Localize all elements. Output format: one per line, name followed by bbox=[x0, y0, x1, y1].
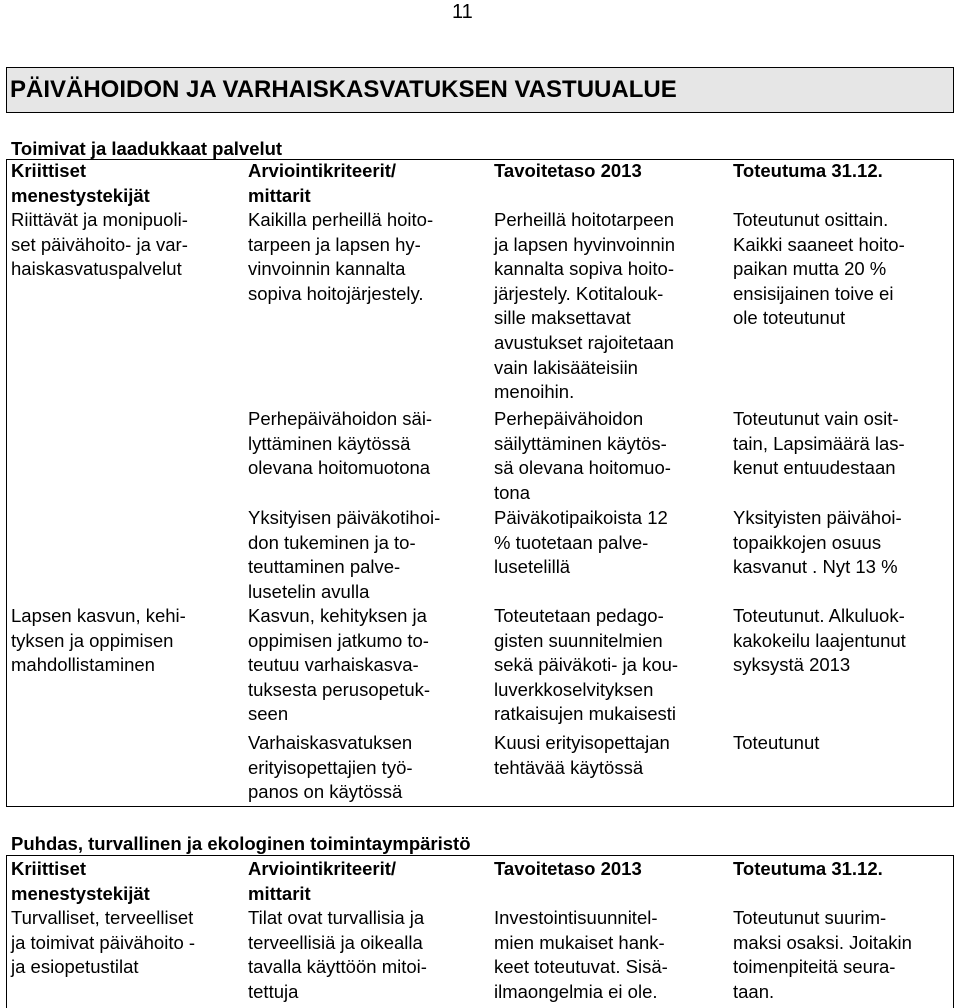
table1-row5-target: Kuusi erityisopettajan tehtävää käytössä bbox=[494, 732, 670, 778]
table2-header-target: Tavoitetaso 2013 bbox=[494, 858, 642, 879]
table1-right-border bbox=[953, 159, 954, 807]
table1-row1-criteria: Kaikilla perheillä hoito- tarpeen ja lapsen hy- vinvoinnin kannalta sopiva hoitojärjestely. bbox=[248, 209, 434, 304]
table2-right-border bbox=[953, 855, 954, 1008]
table1-row3-outcome: Yksityisten päivähoi- topaikkojen osuus kasvanut . Nyt 13 % bbox=[733, 507, 902, 578]
table1-row5-outcome: Toteutunut bbox=[733, 732, 820, 753]
table2-row1-target: Investointisuunnitel- mien mukaiset hank- keet toteutuvat. Sisä- ilmaongelmia ei ole. bbox=[494, 907, 668, 1002]
table1-header-target: Tavoitetaso 2013 bbox=[494, 160, 642, 181]
table2-row1-factor: Turvalliset, terveelliset ja toimivat päivähoito - ja esiopetustilat bbox=[11, 907, 196, 978]
table1-row4-outcome: Toteutunut. Alkuluok- kakokeilu laajentunut syksystä 2013 bbox=[733, 605, 906, 676]
table1-header-factors: Kriittiset menestystekijät bbox=[11, 160, 150, 206]
section-title: PÄIVÄHOIDON JA VARHAISKASVATUKSEN VASTUUALUE bbox=[10, 76, 677, 103]
table2-title: Puhdas, turvallinen ja ekologinen toimintaympäristö bbox=[11, 833, 471, 854]
table2-left-border bbox=[6, 855, 7, 1008]
table1-row3-criteria: Yksityisen päiväkotihoi- don tukeminen ja to- teuttaminen palve- lusetelin avulla bbox=[248, 507, 441, 602]
table2-header-outcome: Toteutuma 31.12. bbox=[733, 858, 883, 879]
table1-row1-outcome: Toteutunut osittain. Kaikki saaneet hoito- paikan mutta 20 % ensisijainen toive ei ole toteutunut bbox=[733, 209, 905, 329]
table1-header-criteria: Arviointikriteerit/ mittarit bbox=[248, 160, 397, 206]
table1-left-border bbox=[6, 159, 7, 807]
table1-factor-learning: Lapsen kasvun, kehi- tyksen ja oppimisen mahdollistaminen bbox=[11, 605, 186, 676]
table1-row1-target: Perheillä hoitotarpeen ja lapsen hyvinvoinnin kannalta sopiva hoito- järjestely. Kotitalouk- sille maksettavat avustukset rajoitetaan vain lakisääteisiin menoihin. bbox=[494, 209, 676, 403]
table2-row1-criteria: Tilat ovat turvallisia ja terveellisiä ja oikealla tavalla käyttöön mitoi- tettuja bbox=[248, 907, 427, 1002]
table1-title: Toimivat ja laadukkaat palvelut bbox=[11, 138, 283, 159]
table1-row2-target: Perhepäivähoidon säilyttäminen käytös- sä olevana hoitomuo- tona bbox=[494, 408, 671, 503]
table2-header-criteria: Arviointikriteerit/ mittarit bbox=[248, 858, 397, 904]
table1-row2-criteria: Perhepäivähoidon säi- lyttäminen käytössä olevana hoitomuotona bbox=[248, 408, 433, 479]
table2-row1-outcome: Toteutunut suurim- maksi osaksi. Joitakin toimenpiteitä seura- taan. bbox=[733, 907, 912, 1002]
table1-factor-services: Riittävät ja monipuoli- set päivähoito- ja var- haiskasvatuspalvelut bbox=[11, 209, 188, 280]
table1-row4-criteria: Kasvun, kehityksen ja oppimisen jatkumo to- teutuu varhaiskasva- tuksesta perusopetuk- seen bbox=[248, 605, 431, 725]
table1-row3-target: Päiväkotipaikoista 12 % tuotetaan palve- lusetelillä bbox=[494, 507, 668, 578]
table2-header-factors: Kriittiset menestystekijät bbox=[11, 858, 150, 904]
table1-bottom-border bbox=[6, 806, 954, 807]
table1-row4-target: Toteutetaan pedago- gisten suunnitelmien sekä päiväkoti- ja kou- luverkkoselvityksen ratkaisujen mukaisesti bbox=[494, 605, 679, 725]
page-number: 11 bbox=[452, 1, 473, 23]
table1-row5-criteria: Varhaiskasvatuksen erityisopettajien työ- panos on käytössä bbox=[248, 732, 413, 803]
table2-top-border bbox=[6, 855, 954, 856]
table1-header-outcome: Toteutuma 31.12. bbox=[733, 160, 883, 181]
table1-row2-outcome: Toteutunut vain osit- tain, Lapsimäärä las- kenut entuudestaan bbox=[733, 408, 905, 479]
